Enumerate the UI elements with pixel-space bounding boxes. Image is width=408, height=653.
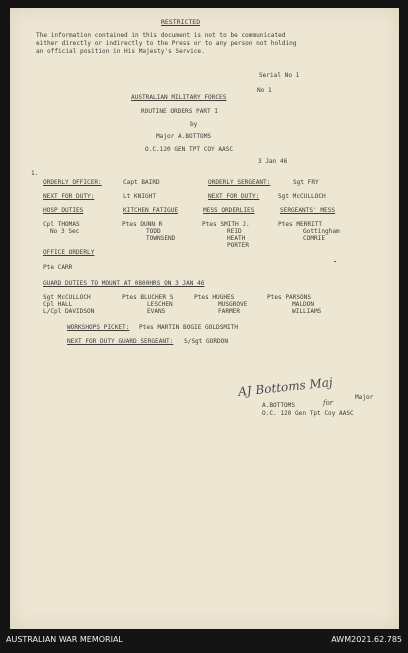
guard-col1-2: Cpl HALL (43, 301, 73, 308)
document-title: AUSTRALIAN MILITARY FORCES (131, 94, 227, 101)
hosp-section: No 3 Sec (50, 228, 80, 235)
signature-for-handwritten: for (323, 399, 334, 407)
by-line: by (190, 121, 198, 128)
signature (238, 375, 334, 399)
guard-col4-1: Ptes PARSONS (267, 294, 312, 301)
next-guard-sergeant: S/Sgt GORDON (184, 338, 229, 345)
mess-name-1: Ptes SMITH J. (202, 221, 250, 228)
classification-heading: RESTRICTED (161, 18, 201, 26)
notice-line-1: The information contained in this document is not to be communicated (36, 32, 286, 39)
hosp-name: Cpl THOMAS (43, 221, 80, 228)
orderly-officer-label: ORDERLY OFFICER: (43, 179, 102, 186)
document-subtitle: ROUTINE ORDERS PART I (141, 108, 219, 115)
sgts-mess-name-1: Ptes MERRITT (278, 221, 323, 228)
notice-line-2: either directly or indirectly to the Press or to any person not holding (36, 40, 297, 47)
mess-name-2: REID (227, 228, 242, 235)
next-guard-sergeant-label: NEXT FOR DUTY GUARD SERGEANT: (67, 338, 174, 345)
guard-col3-1: Ptes HUGHES (194, 294, 235, 301)
guard-duties-heading: GUARD DUTIES TO MOUNT AT 0800HRS ON 3 JAN 46 (43, 280, 205, 287)
orderly-officer: Capt BAIRD (123, 179, 160, 186)
office-orderly: Pte CARR (43, 264, 73, 271)
guard-col4-2: MALDON (292, 301, 315, 308)
kitchen-name-1: Ptes DUNN R (122, 221, 163, 228)
orderly-sergeant: Sgt FRY (293, 179, 319, 186)
mess-name-4: PORTER (227, 242, 250, 249)
document-page (10, 8, 399, 629)
stray-mark (334, 261, 336, 262)
office-orderly-label: OFFICE ORDERLY (43, 249, 95, 256)
notice-line-3: an official position in His Majesty's Service. (36, 48, 205, 55)
guard-col2-2: LESCHEN (147, 301, 173, 308)
signature-rank: Maj (308, 375, 334, 392)
next-for-duty: Lt KNIGHT (123, 193, 157, 200)
unit: O.C.120 GEN TPT COY AASC (145, 146, 234, 153)
next-for-duty-label: NEXT FOR DUTY: (43, 193, 95, 200)
col-head-kitchen: KITCHEN FATIGUE (123, 207, 179, 214)
guard-col1-1: Sgt McCULLOCH (43, 294, 91, 301)
document-date: 3 Jan 46 (258, 158, 288, 165)
col-head-sergeants-mess: SERGEANTS' MESS (280, 207, 336, 214)
paragraph-number: 1. (31, 170, 39, 177)
col-head-hosp: HOSP DUTIES (43, 207, 84, 214)
workshops-picket: Ptes MARTIN BOGIE GOLDSMITH (139, 324, 239, 331)
next-for-duty-sergeant: Sgt McCULLOCH (278, 193, 326, 200)
workshops-picket-label: WORKSHOPS PICKET: (67, 324, 130, 331)
footer-accession-number: AWM2021.62.785 (331, 635, 402, 644)
signature-name-typed: A.BOTTOMS (262, 402, 296, 409)
guard-col1-3: L/Cpl DAVIDSON (43, 308, 95, 315)
footer-bar (0, 629, 408, 653)
signature-name: AJ Bottoms (237, 377, 307, 399)
sgts-mess-name-3: COMRIE (303, 235, 326, 242)
sgts-mess-name-2: Gottingham (303, 228, 340, 235)
serial-number: Serial No 1 (259, 72, 300, 79)
col-head-mess: MESS ORDERLIES (203, 207, 255, 214)
guard-col2-1: Ptes BLUCHER S (122, 294, 174, 301)
order-number: No 1 (257, 87, 272, 94)
orderly-sergeant-label: ORDERLY SERGEANT: (208, 179, 271, 186)
guard-col2-3: EVANS (147, 308, 166, 315)
signature-rank-typed: Major (355, 394, 374, 401)
footer-institution: AUSTRALIAN WAR MEMORIAL (6, 635, 123, 644)
guard-col3-2: MUSGROVE (218, 301, 248, 308)
kitchen-name-3: TOWNSEND (146, 235, 176, 242)
author: Major A.BOTTOMS (156, 133, 212, 140)
kitchen-name-2: TODD (146, 228, 161, 235)
next-for-duty-sergeant-label: NEXT FOR DUTY: (208, 193, 260, 200)
mess-name-3: HEATH (227, 235, 246, 242)
signature-unit-typed: O.C. 120 Gen Tpt Coy AASC (262, 410, 354, 417)
guard-col3-3: FARMER (218, 308, 241, 315)
guard-col4-3: WILLIAMS (292, 308, 322, 315)
